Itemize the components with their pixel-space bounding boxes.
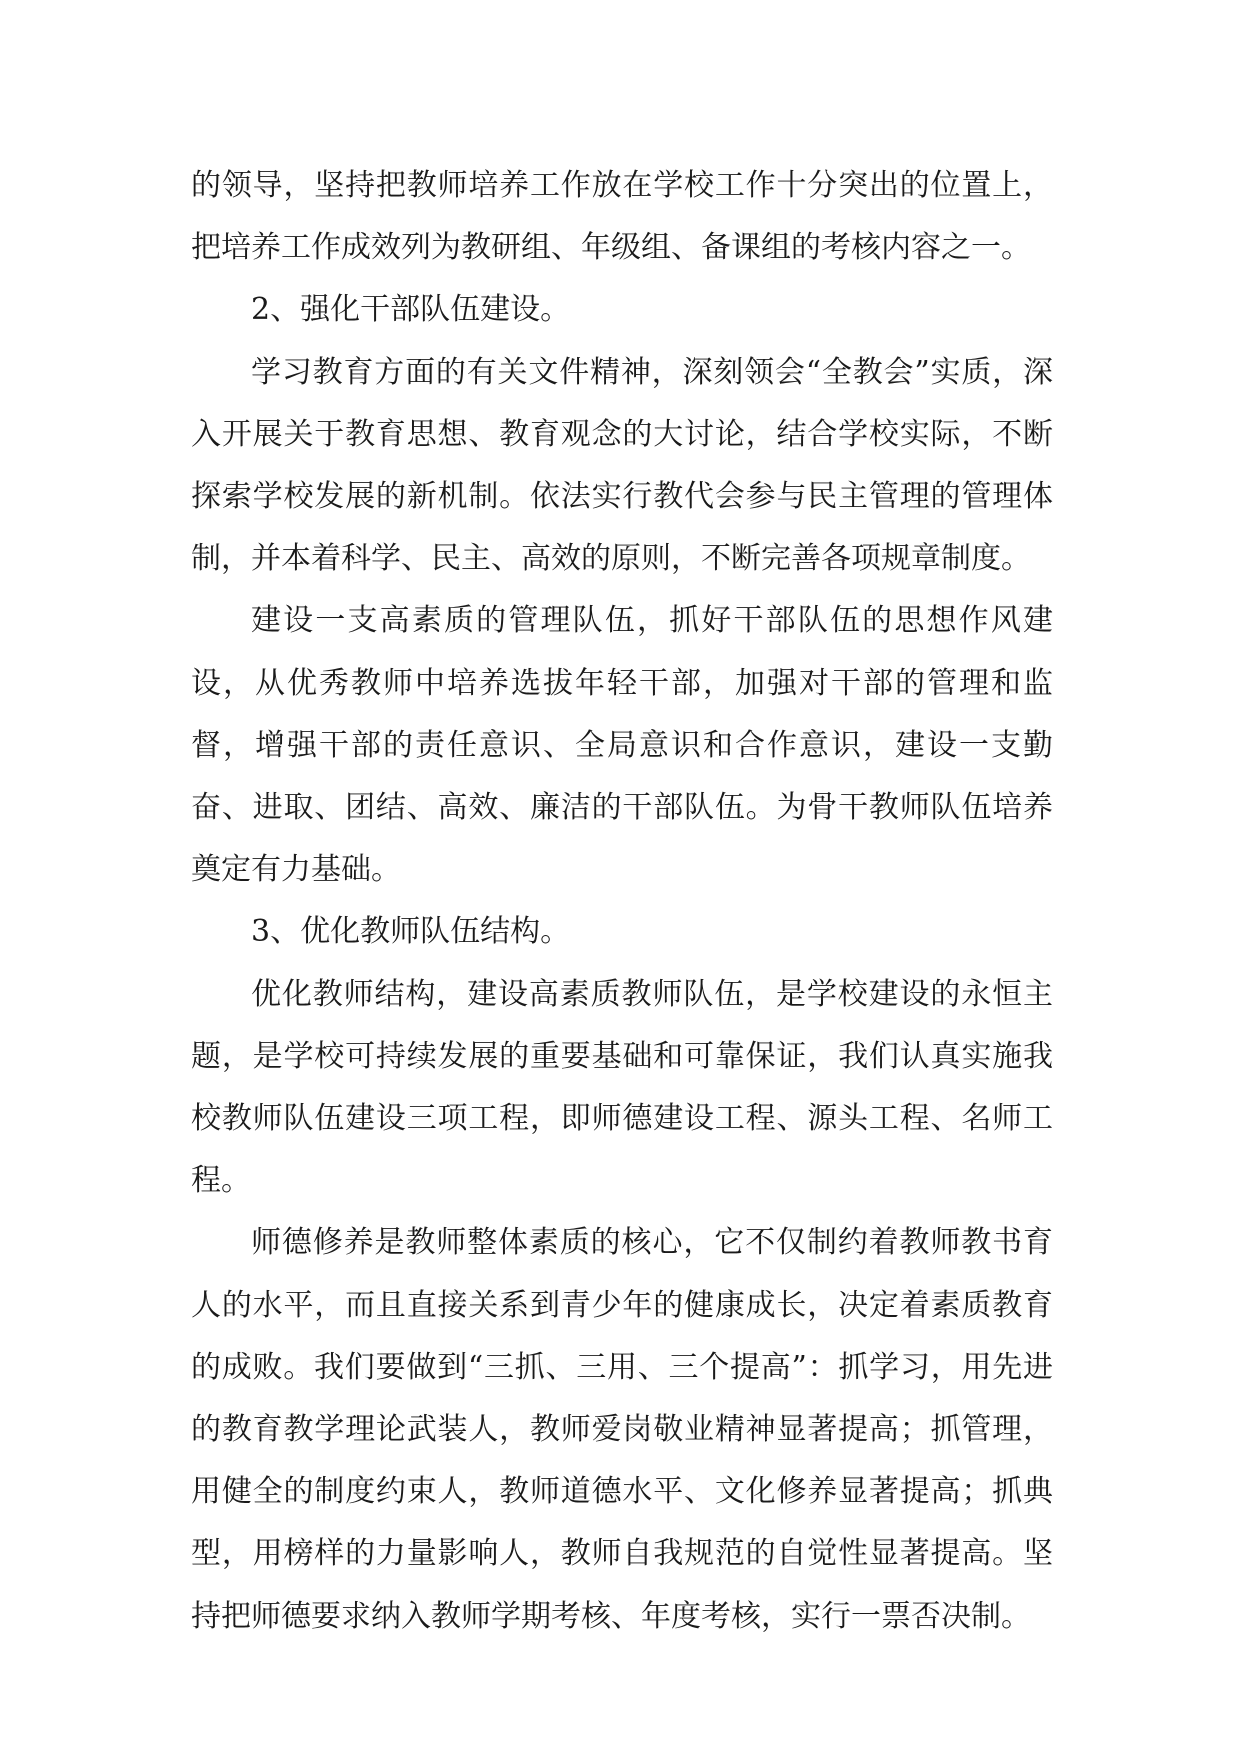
paragraph: 学习教育方面的有关文件精神，深刻领会“全教会”实质，深入开展关于教育思想、教育观念的大讨论，结合学校实际，不断探索学校发展的新机制。依法实行教代会参与民主管理的管理体制，并本着科学、民主、高效的原则，不断完善各项规章制度。 — [191, 354, 1053, 577]
paragraph: 优化教师结构，建设高素质教师队伍，是学校建设的永恒主题，是学校可持续发展的重要基础和可靠保证，我们认真实施我校教师队伍建设三项工程，即师德建设工程、源头工程、名师工程。 — [191, 976, 1053, 1199]
paragraph: 师德修养是教师整体素质的核心，它不仅制约着教师教书育人的水平，而且直接关系到青少年的健康成长，决定着素质教育的成败。我们要做到“三抓、三用、三个提高”：抓学习，用先进的教育教学理论武装人，教师爱岗敬业精神显著提高；抓管理，用健全的制度约束人，教师道德水平、文化修养显著提高；抓典型，用榜样的力量影响人，教师自我规范的自觉性显著提高。坚持把师德要求纳入教师学期考核、年度考核，实行一票否决制。 — [191, 1225, 1053, 1634]
section-heading-2: 2、强化干部队伍建设。 — [251, 292, 571, 328]
section-heading-3: 3、优化教师队伍结构。 — [251, 914, 571, 950]
paragraph: 建设一支高素质的管理队伍，抓好干部队伍的思想作风建设，从优秀教师中培养选拔年轻干部，加强对干部的管理和监督，增强干部的责任意识、全局意识和合作意识，建设一支勤奋、进取、团结、高效、廉洁的干部队伍。为骨干教师队伍培养奠定有力基础。 — [191, 603, 1053, 888]
paragraph-continuation: 的领导，坚持把教师培养工作放在学校工作十分突出的位置上，把培养工作成效列为教研组、年级组、备课组的考核内容之一。 — [191, 168, 1053, 266]
document-body — [191, 155, 1053, 1648]
